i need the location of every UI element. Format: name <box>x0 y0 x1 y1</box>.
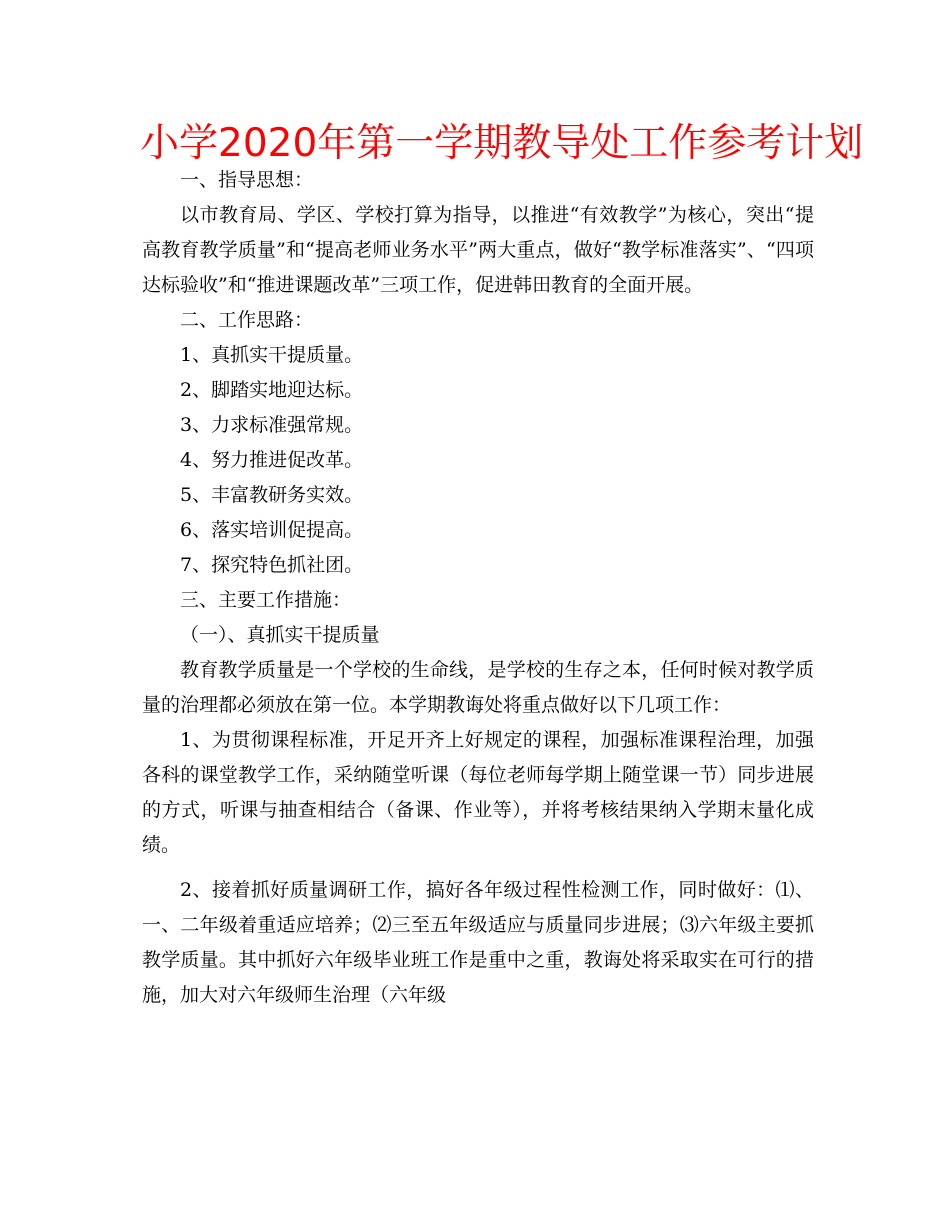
paragraph-measure-2: 2、接着抓好质量调研工作，搞好各年级过程性检测工作，同时做好：⑴、一、二年级着重适应培养；⑵三至五年级适应与质量同步进展；⑶六年级主要抓教学质量。其中抓好六年级毕业班工作是重中之重，教诲处将采取实在可行的措施，加大对六年级师生治理（六年级 <box>142 879 814 1006</box>
section-heading-work-approach: 二、工作思路： <box>180 309 314 331</box>
paragraph-guiding-ideology: 以市教育局、学区、学校打算为指导，以推进“有效教学”为核心，突出“提高教育教学质量”和“提高老师业务水平”两大重点，做好“教学标准落实”、“四项达标验收”和“推进课题改革”三项工作，促进韩田教育的全面开展。 <box>142 204 814 296</box>
section-heading-main-measures: 三、主要工作措施： <box>180 589 352 611</box>
paragraph-measure-1: 1、为贯彻课程标准，开足开齐上好规定的课程，加强标准课程治理，加强各科的课堂教学工作，采纳随堂听课（每位老师每学期上随堂课一节）同步进展的方式，听课与抽查相结合（备课、作业等），并将考核结果纳入学期末量化成绩。 <box>142 729 814 856</box>
list-item-work-approach-6: 6、落实培训促提高。 <box>180 519 364 541</box>
list-item-work-approach-2: 2、脚踏实地迎达标。 <box>180 379 364 401</box>
list-item-work-approach-7: 7、探究特色抓社团。 <box>180 554 364 576</box>
paragraph-quality-intro: 教育教学质量是一个学校的生命线，是学校的生存之本，任何时候对教学质量的治理都必须放在第一位。本学期教诲处将重点做好以下几项工作： <box>142 659 814 716</box>
document-title: 小学2020年第一学期教导处工作参考计划 <box>140 121 864 166</box>
list-item-work-approach-3: 3、力求标准强常规。 <box>180 414 364 436</box>
document-body <box>142 163 814 1013</box>
list-item-work-approach-5: 5、丰富教研务实效。 <box>180 484 364 506</box>
subsection-heading-quality: （一）、真抓实干提质量 <box>180 624 380 646</box>
list-item-work-approach-4: 4、努力推进促改革。 <box>180 449 364 471</box>
section-heading-guiding-ideology: 一、指导思想： <box>180 169 314 191</box>
list-item-work-approach-1: 1、真抓实干提质量。 <box>180 344 364 366</box>
